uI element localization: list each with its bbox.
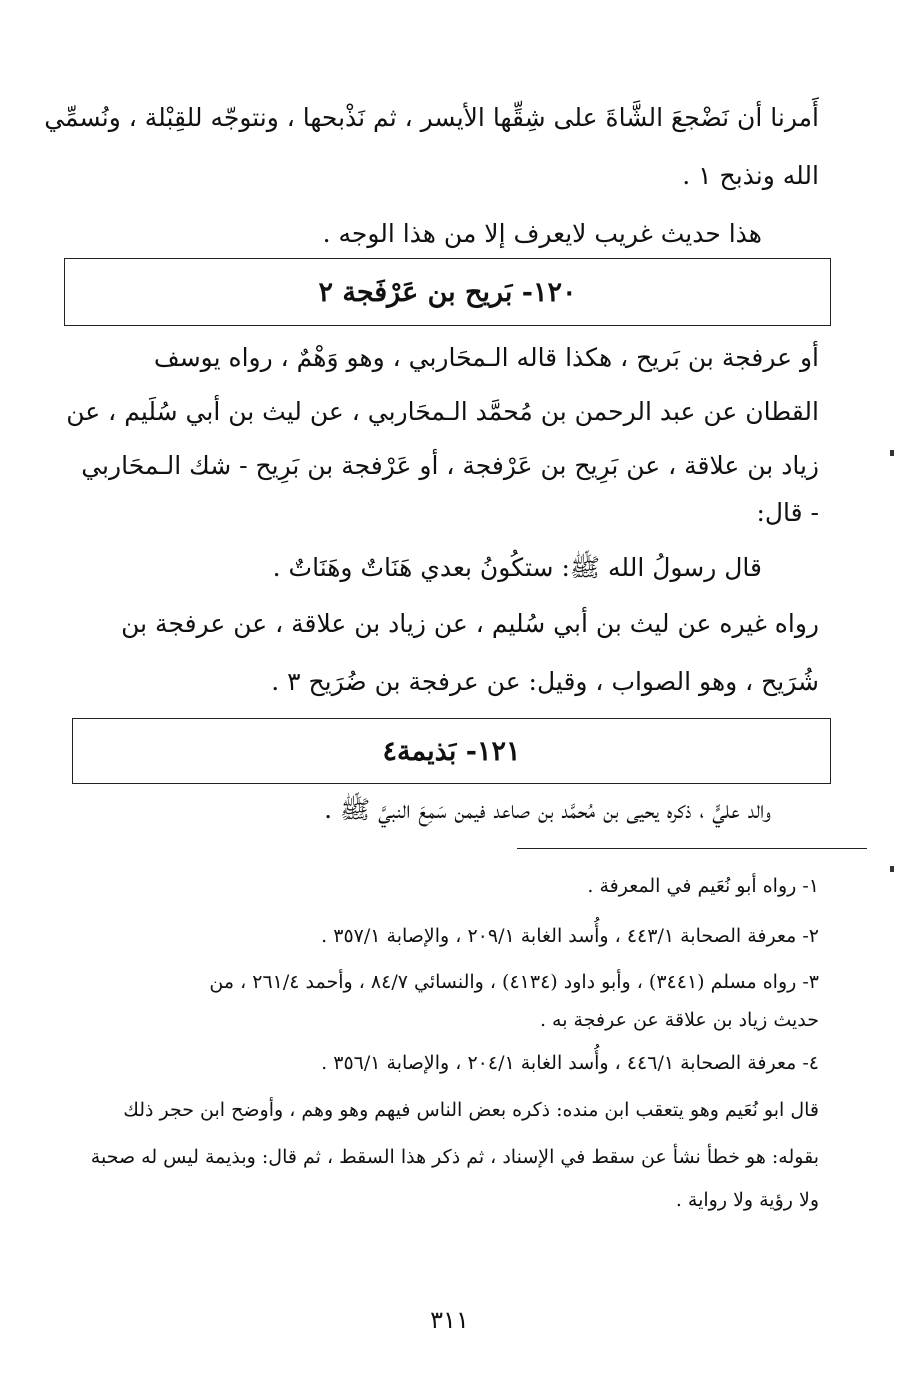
footnote-2: ٢- معرفة الصحابة ٤٤٣/١ ، وأُسد الغابة ٢٠٩/١ ، والإصابة ٣٥٧/١ . <box>321 925 819 947</box>
hadith-text: قال رسولُ الله ﷺ: ستكُونُ بعدي هَنَاتٌ وهَنَاتٌ . <box>272 553 762 582</box>
paragraph-line: الله ونذبح ١ . <box>682 161 819 190</box>
paragraph-line: والد عليٍّ ، ذكره يحيى بن مُحمَّد بن صاعد فيمن سَمِعَ النبيَّ ﷺ . <box>324 795 771 824</box>
paragraph-line: أَمرنا أن نَضْجعَ الشَّاةَ على شِقِّها الأيسر ، ثم نَذْبحها ، ونتوجّه للقِبْلة ، ونُسمِّي <box>44 103 819 132</box>
footnote-3-line-1: ٣- رواه مسلم (٣٤٤١) ، وأبو داود (٤١٣٤) ، والنسائي ٨٤/٧ ، وأحمد ٢٦١/٤ ، من <box>209 971 819 993</box>
entry-heading-box-121 <box>72 718 831 784</box>
paragraph-line: زياد بن علاقة ، عن بَرِيح بن عَرْفجة ، أو عَرْفجة بن بَرِيح - شك الـمحَاربي <box>81 451 819 480</box>
margin-mark <box>890 866 894 872</box>
footnote-separator <box>517 848 867 849</box>
page-number: ٣١١ <box>430 1306 469 1334</box>
entry-heading-120: ١٢٠- بَريح بن عَرْفَجة ٢ <box>318 276 577 308</box>
paragraph-line: أو عرفجة بن بَريح ، هكذا قاله الـمحَاربي ، وهو وَهْمٌ ، رواه يوسف <box>153 343 819 372</box>
footnote-4: ٤- معرفة الصحابة ٤٤٦/١ ، وأُسد الغابة ٢٠٤/١ ، والإصابة ٣٥٦/١ . <box>321 1052 819 1074</box>
paragraph-line: شُرَيح ، وهو الصواب ، وقيل: عن عرفجة بن ضُرَيح ٣ . <box>271 667 819 696</box>
footnote-4-note-line-1: قال ابو نُعَيم وهو يتعقب ابن منده: ذكره بعض الناس فيهم وهو وهم ، وأوضح ابن حجر ذلك <box>123 1099 819 1121</box>
paragraph-line: - قال: <box>756 498 819 527</box>
margin-mark <box>890 450 894 456</box>
paragraph-line: رواه غيره عن ليث بن أبي سُليم ، عن زياد بن علاقة ، عن عرفجة بن <box>121 609 819 638</box>
footnote-4-note-line-3: ولا رؤية ولا رواية . <box>675 1189 819 1211</box>
footnote-4-note-line-2: بقوله: هو خطأ نشأ عن سقط في الإسناد ، ثم ذكر هذا السقط ، ثم قال: وبذيمة ليس له صحبة <box>90 1146 819 1168</box>
footnote-3-line-2: حديث زياد بن علاقة عن عرفجة به . <box>539 1009 819 1031</box>
paragraph-line: هذا حديث غريب لايعرف إلا من هذا الوجه . <box>322 219 762 248</box>
paragraph-line: القطان عن عبد الرحمن بن مُحمَّد الـمحَاربي ، عن ليث بن أبي سُلَيم ، عن <box>66 397 819 426</box>
entry-heading-121: ١٢١- بَذيمة٤ <box>382 735 521 767</box>
footnote-1: ١- رواه أبو نُعَيم في المعرفة . <box>587 875 819 897</box>
entry-heading-box-120 <box>64 258 831 326</box>
